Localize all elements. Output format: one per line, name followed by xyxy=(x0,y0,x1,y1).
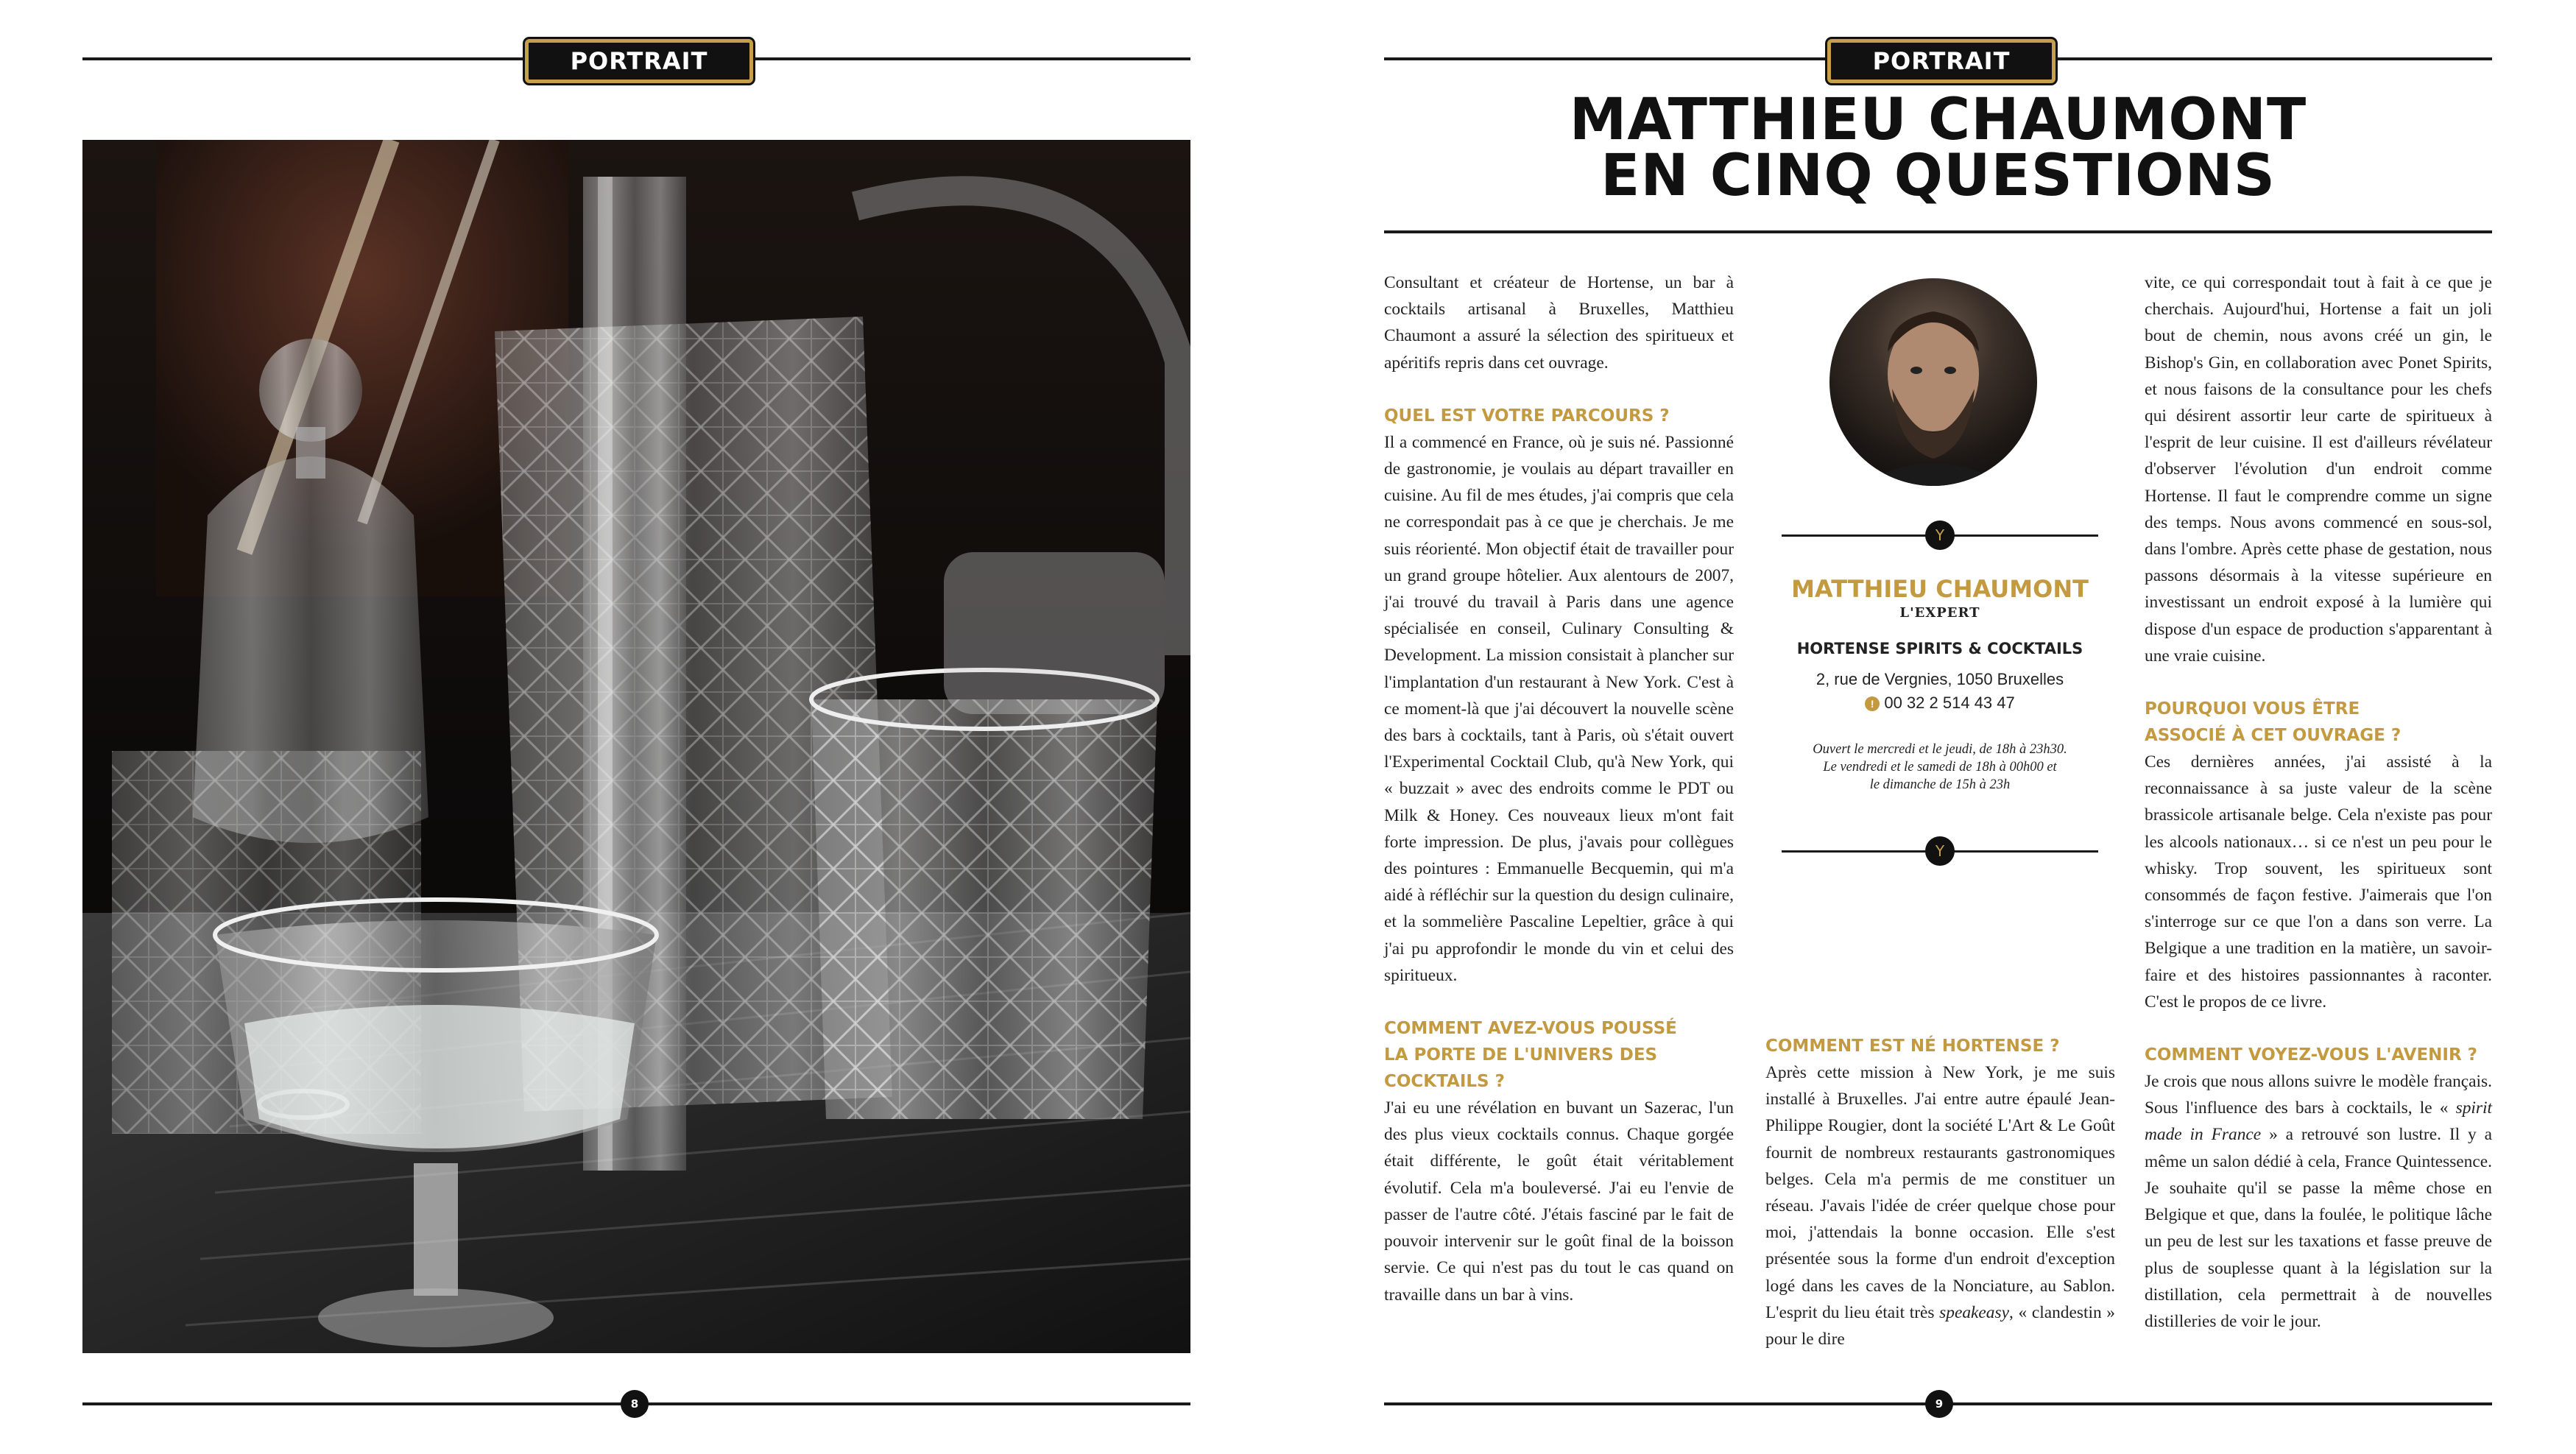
answer-3-text-part1 xyxy=(1765,1059,2115,1352)
question-3-heading: COMMENT EST NÉ HORTENSE ? xyxy=(1765,1037,2060,1056)
article-column-1 xyxy=(1384,269,1734,1308)
expert-card xyxy=(1782,574,2098,794)
expert-portrait-illustration xyxy=(1829,278,2037,486)
article-column-2 xyxy=(1765,1033,2115,1352)
glassware-photo-illustration xyxy=(82,140,1190,1353)
card-hours-line1: Ouvert le mercredi et le jeudi, de 18h à 23h30. xyxy=(1813,742,2067,757)
intro-paragraph: Consultant et créateur de Hortense, un bar à cocktails artisanal à Bruxelles, Matthieu Chaumont a assuré la sélection des spiritueux et apéritifs repris dans cet ouvrage. xyxy=(1384,273,1734,373)
question-4-heading-line2: ASSOCIÉ À CET OUVRAGE ? xyxy=(2145,726,2402,746)
card-name: MATTHIEU CHAUMONT xyxy=(1791,575,2089,603)
question-1-heading: QUEL EST VOTRE PARCOURS ? xyxy=(1384,406,1670,426)
article-title-line2: EN CINQ QUESTIONS xyxy=(1601,143,2276,209)
question-5-heading: COMMENT VOYEZ-VOUS L'AVENIR ? xyxy=(2145,1045,2478,1065)
answer-3-text-part2: vite, ce qui correspondait tout à fait à ce que je cherchais. Aujourd'hui, Hortense a fait un joli bout de chemin, nous avons créé un gin, le Bishop's Gin, en collaboration avec Ponet Spirits, et nous faisons de la consultance pour les chefs qui désirent assortir leur carte de spiritueux à l'esprit de leur cuisine. Il est d'ailleurs révélateur d'observer l'évolution d'un endroit comme Hortense. Il faut le comprendre comme un signe des temps. Nous avons commencé en sous-sol, dans l'ombre. Après cette phase de gestation, nous passons désormais à la vitesse supérieure en investissant un endroit exposé à la lumière qui dispose d'un espace de production s'apparentant à une vraie cuisine. xyxy=(2145,273,2492,666)
card-role: L'EXPERT xyxy=(1899,605,1980,621)
right-page-number: 9 xyxy=(1925,1390,1953,1418)
cocktail-glass-icon: Y xyxy=(1925,520,1955,550)
left-section-badge: PORTRAIT xyxy=(525,39,753,83)
title-rule xyxy=(1384,230,2492,233)
answer-1-text: Il a commencé en France, où je suis né. Passionné de gastronomie, je voulais au départ travailler en cuisine. Au fil de mes études, j'ai compris que cela ne correspondait pas à ce que je cherchais. Je me suis réorienté. Mon objectif était de travailler pour un grand groupe hôtelier. Aux alentours de 2007, j'ai trouvé du travail à Paris dans une agence spécialisée en conseil, Culinary Consulting & Development. La mission consistait à plancher sur l'implantation d'un restaurant à New York. C'est à ce moment-là que j'ai découvert la nouvelle scène des bars à cocktails, tant à Paris, où s'était ouvert l'Experimental Cocktail Club, qu'à New York, qui « buzzait » avec des endroits comme le PDT ou Milk & Honey. Ces nouveaux lieux m'ont fait forte impression. De plus, j'avais pour collègues des pointures : Emmanuelle Becquemin, qui m'a aidé à réfléchir sur la question du design culinaire, et la sommelière Pascaline Lepeltier, grâce à qui j'ai pu approfondir le monde du vin et celui des spiritueux. xyxy=(1384,432,1734,985)
left-page-number: 8 xyxy=(621,1390,649,1418)
answer-3-emphasis: speakeasy xyxy=(1939,1302,2009,1322)
answer-5-text xyxy=(2145,1068,2492,1335)
answer-2-text: J'ai eu une révélation en buvant un Sazerac, l'un des plus vieux cocktails connus. Chaque gorgée était différente, le goût était véritablement évolutif. Cela m'a bouleversé. J'ai eu l'envie de passer de l'autre côté. J'étais fasciné par le fait de pouvoir intervenir sur le goût final de la boisson servie. Ce qui n'est pas du tout le cas quand on travaille dans un bar à vins. xyxy=(1384,1098,1734,1305)
question-2-heading-line2: LA PORTE DE L'UNIVERS DES xyxy=(1384,1045,1658,1065)
question-2-heading-line1: COMMENT AVEZ-VOUS POUSSÉ xyxy=(1384,1019,1677,1039)
answer-5-emphasis: spirit made in France xyxy=(2145,1098,2492,1145)
article-column-3 xyxy=(2145,269,2492,1335)
card-address: 2, rue de Vergnies, 1050 Bruxelles xyxy=(1815,670,2064,688)
answer-5-trail: » a retrouvé son lustre. Il y a même un salon dédié à cela, France Quintessence. Je souhaite qu'il se passe la même chose en Belgique et que, dans la foulée, le politique lâche un peu de lest sur les taxations et fasse preuve de plus de souplesse quant à la législation sur la distillation, cela permettrait à de nouvelles distilleries de voir le jour. xyxy=(2145,1125,2492,1331)
phone-icon: ! xyxy=(1865,696,1880,711)
expert-portrait-photo xyxy=(1829,278,2037,486)
card-hours-line2: Le vendredi et le samedi de 18h à 00h00 et xyxy=(1823,760,2057,774)
answer-3-trail: , « clandestin » pour le dire xyxy=(1765,1302,2115,1349)
article-title xyxy=(1384,87,2492,209)
glassware-photo xyxy=(82,140,1190,1353)
question-2-heading-line3: COCKTAILS ? xyxy=(1384,1072,1505,1092)
answer-4-text: Ces dernières années, j'ai assisté à la reconnaissance à sa juste valeur de la scène brassicole artisanale belge. Cela n'existe pas pour les alcools nationaux… si ce n'est un peu pour le whisky. Trop souvent, les spiritueux sont consommés de façon festive. J'aimerais que l'on s'interroge sur ce que l'on a dans son verre. La Belgique a une tradition en la matière, un savoir-faire et des histoires passionnantes à raconter. C'est le propos de ce livre. xyxy=(2145,752,2492,1012)
card-venue: HORTENSE SPIRITS & COCKTAILS xyxy=(1796,640,2083,657)
answer-3-lead: Après cette mission à New York, je me suis installé à Bruxelles. J'ai entre autre épaulé Jean-Philippe Rougier, dont la société L'Art & Le Goût fournit de nombreux restaurants gastronomiques belges. Cela m'a permis de me constituer un réseau. J'avais l'idée de créer quelque chose pour moi, j'attendais la bonne occasion. Elle s'est présentée sous la forme d'un endroit d'exception logé dans les caves de la Nonciature, au Sablon. L'esprit du lieu était très xyxy=(1765,1063,2115,1322)
card-hours xyxy=(1782,741,2098,794)
card-phone: 00 32 2 514 43 47 xyxy=(1884,694,2015,712)
article-title-line1: MATTHIEU CHAUMONT xyxy=(1569,87,2307,153)
question-4-heading-line1: POURQUOI VOUS ÊTRE xyxy=(2145,699,2360,719)
right-section-badge: PORTRAIT xyxy=(1827,39,2055,83)
card-phone-row xyxy=(1782,692,2098,714)
answer-5-lead: Je crois que nous allons suivre le modèle français. Sous l'influence des bars à cocktails, le « xyxy=(2145,1072,2492,1118)
cocktail-glass-icon-bottom: Y xyxy=(1925,836,1955,866)
card-hours-line3: le dimanche de 15h à 23h xyxy=(1869,777,2011,792)
